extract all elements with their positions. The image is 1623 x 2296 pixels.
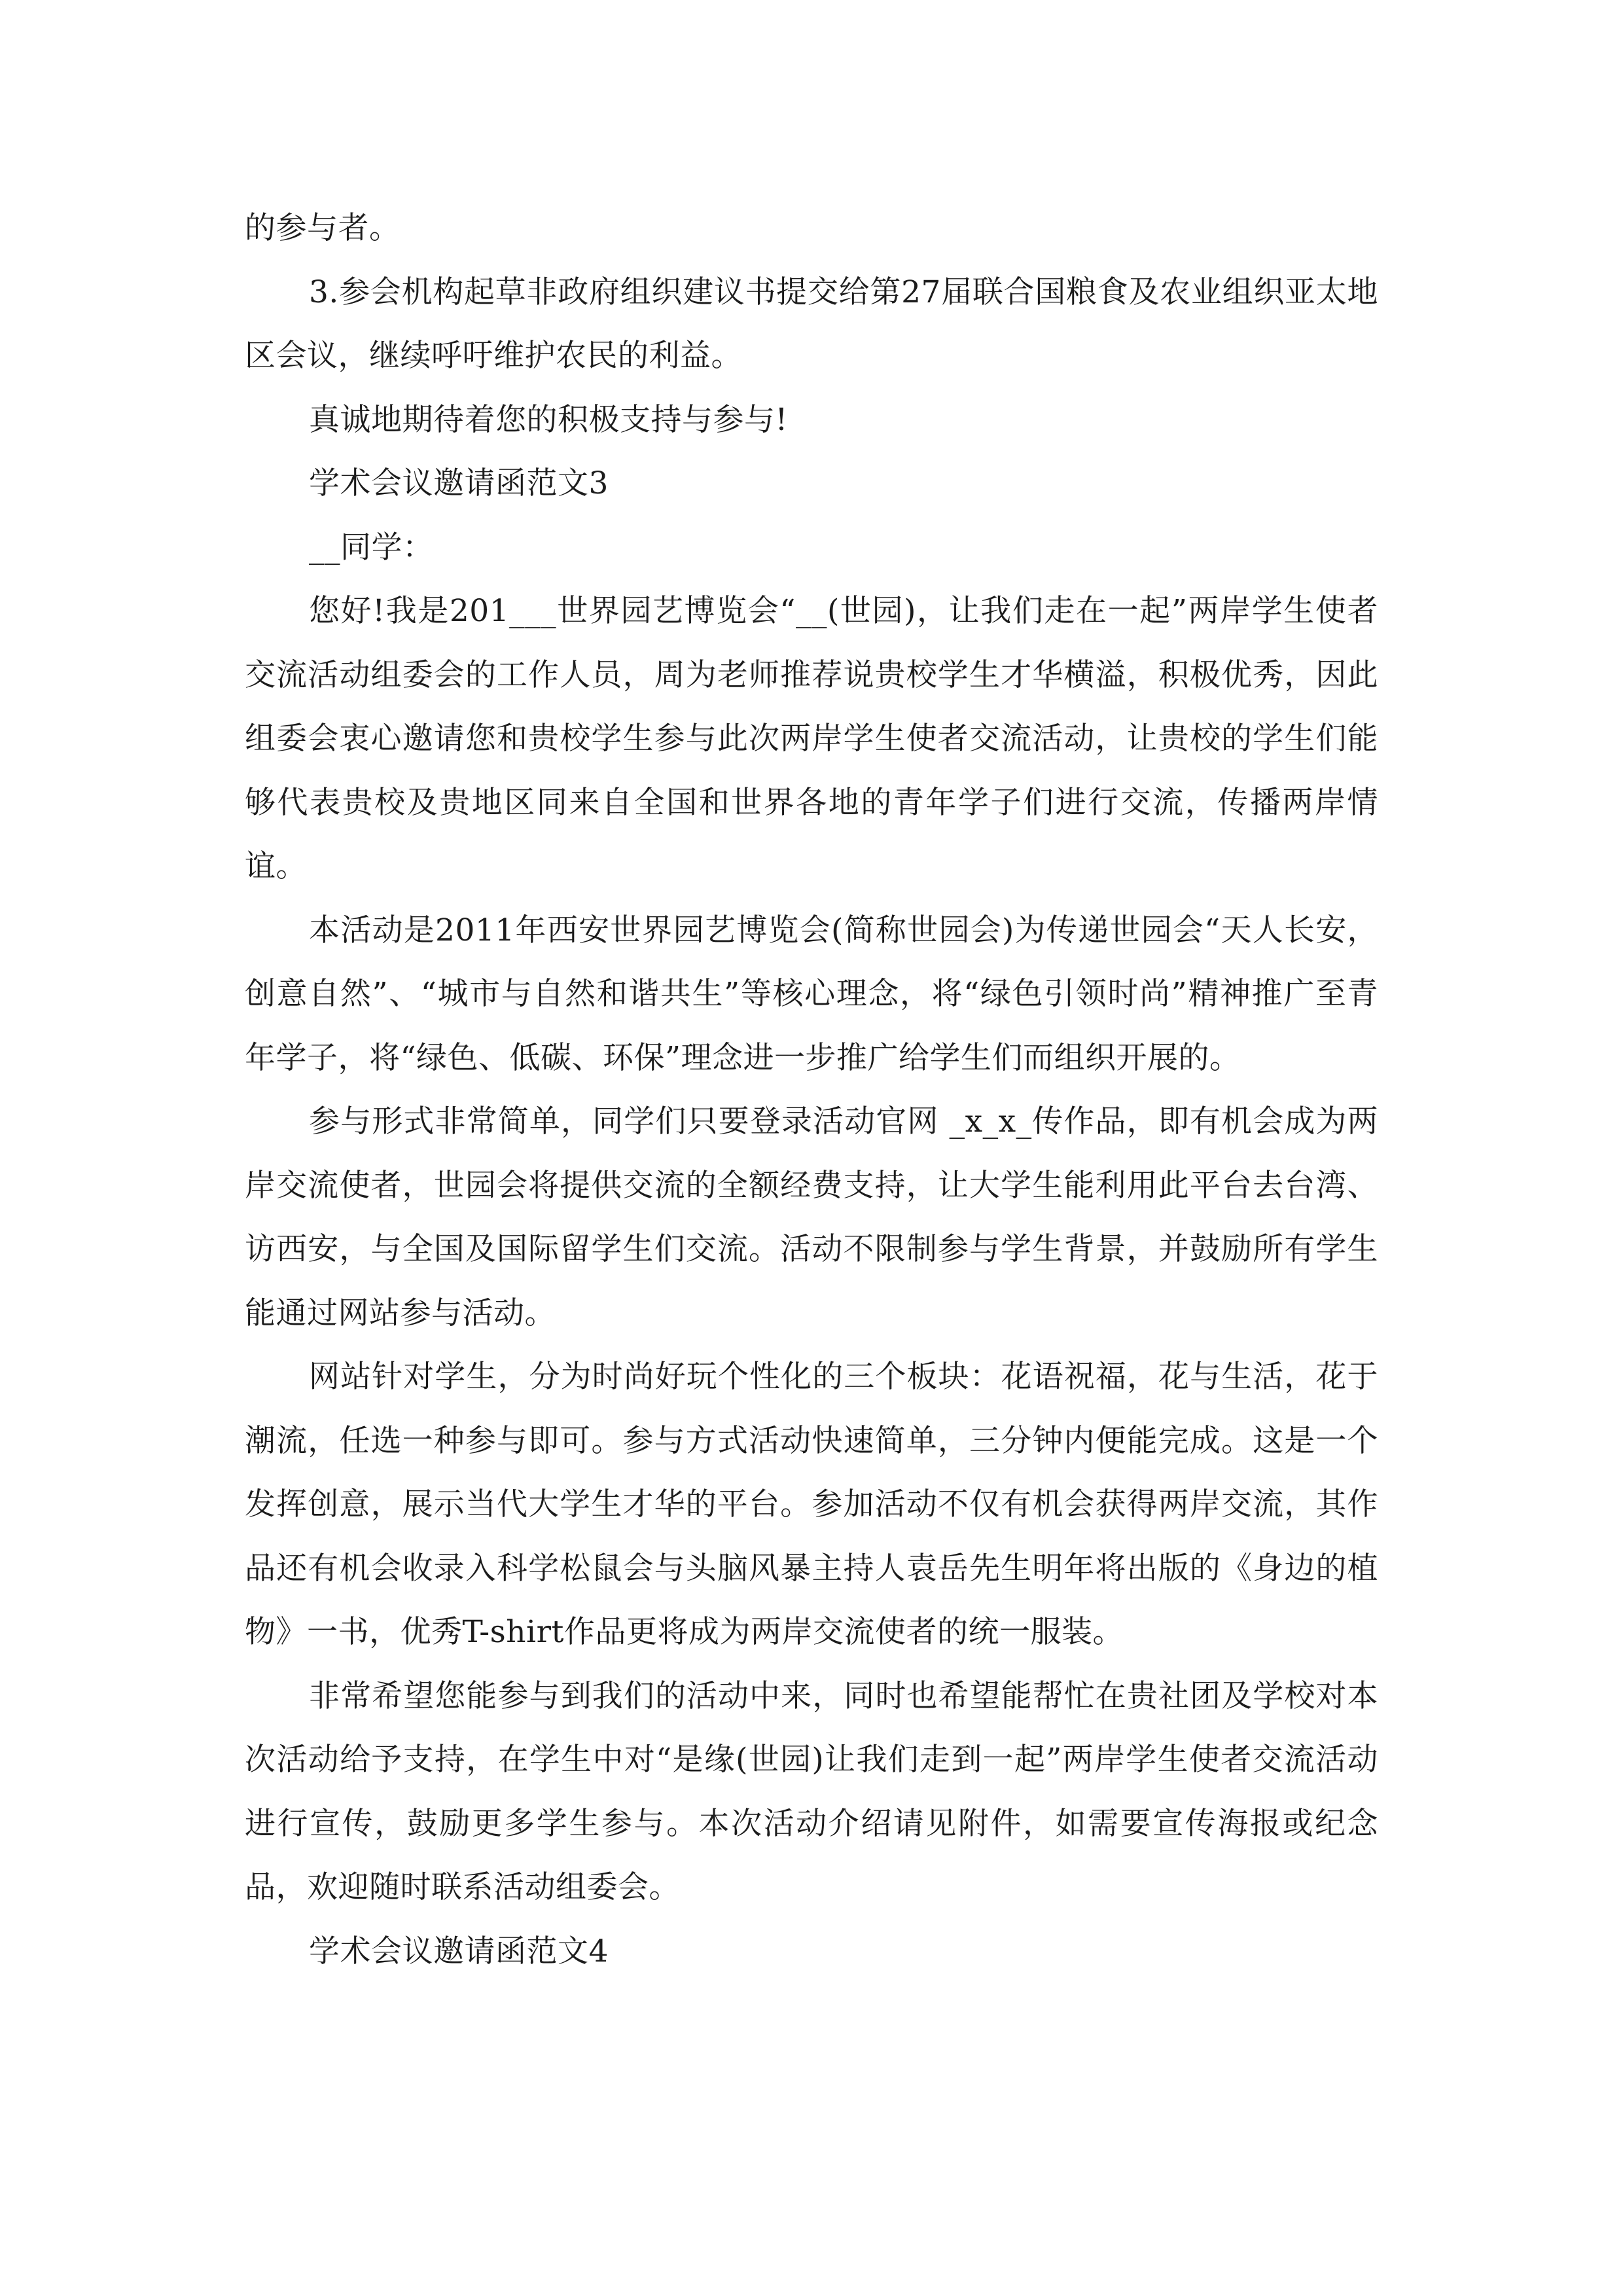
- paragraph-participation: 参与形式非常简单，同学们只要登录活动官网 _x_x_传作品，即有机会成为两岸交流使者，世园会将提供交流的全额经费支持，让大学生能利用此平台去台湾、访西安，与全国及国际留学生们交流。活动不限制参与学生背景，并鼓励所有学生能通过网站参与活动。: [245, 1103, 1378, 1331]
- paragraph-item-3: 3.参会机构起草非政府组织建议书提交给第27届联合国粮食及农业组织亚太地区会议，继续呼吁维护农民的利益。: [245, 274, 1378, 374]
- paragraph-activity: 本活动是2011年西安世界园艺博览会(简称世园会)为传递世园会“天人长安，创意自然”、“城市与自然和谐共生”等核心理念，将“绿色引领时尚”精神推广至青年学子，将“绿色、低碳、环保”理念进一步推广给学生们而组织开展的。: [245, 912, 1378, 1076]
- section-heading-4: 学术会议邀请函范文4: [309, 1933, 609, 1969]
- paragraph-continuation: 的参与者。: [245, 210, 401, 246]
- document-body: [245, 196, 1378, 1983]
- paragraph-greeting: 您好!我是201___世界园艺博览会“__(世园)，让我们走在一起”两岸学生使者交流活动组委会的工作人员，周为老师推荐说贵校学生才华横溢，积极优秀，因此组委会衷心邀请您和贵校学生参与此次两岸学生使者交流活动，让贵校的学生们能够代表贵校及贵地区同来自全国和世界各地的青年学子们进行交流，传播两岸情谊。: [245, 593, 1378, 884]
- salutation: __同学：: [309, 529, 434, 565]
- paragraph-closing: 真诚地期待着您的积极支持与参与!: [309, 401, 788, 438]
- paragraph-website: 网站针对学生，分为时尚好玩个性化的三个板块：花语祝福，花与生活，花于潮流，任选一种参与即可。参与方式活动快速简单，三分钟内便能完成。这是一个发挥创意，展示当代大学生才华的平台。参加活动不仅有机会获得两岸交流，其作品还有机会收录入科学松鼠会与头脑风暴主持人袁岳先生明年将出版的《身边的植物》一书，优秀T-shirt作品更将成为两岸交流使者的统一服装。: [245, 1359, 1378, 1650]
- paragraph-request: 非常希望您能参与到我们的活动中来，同时也希望能帮忙在贵社团及学校对本次活动给予支持，在学生中对“是缘(世园)让我们走到一起”两岸学生使者交流活动进行宣传，鼓励更多学生参与。本次活动介绍请见附件，如需要宣传海报或纪念品，欢迎随时联系活动组委会。: [245, 1677, 1378, 1905]
- section-heading-3: 学术会议邀请函范文3: [309, 465, 609, 501]
